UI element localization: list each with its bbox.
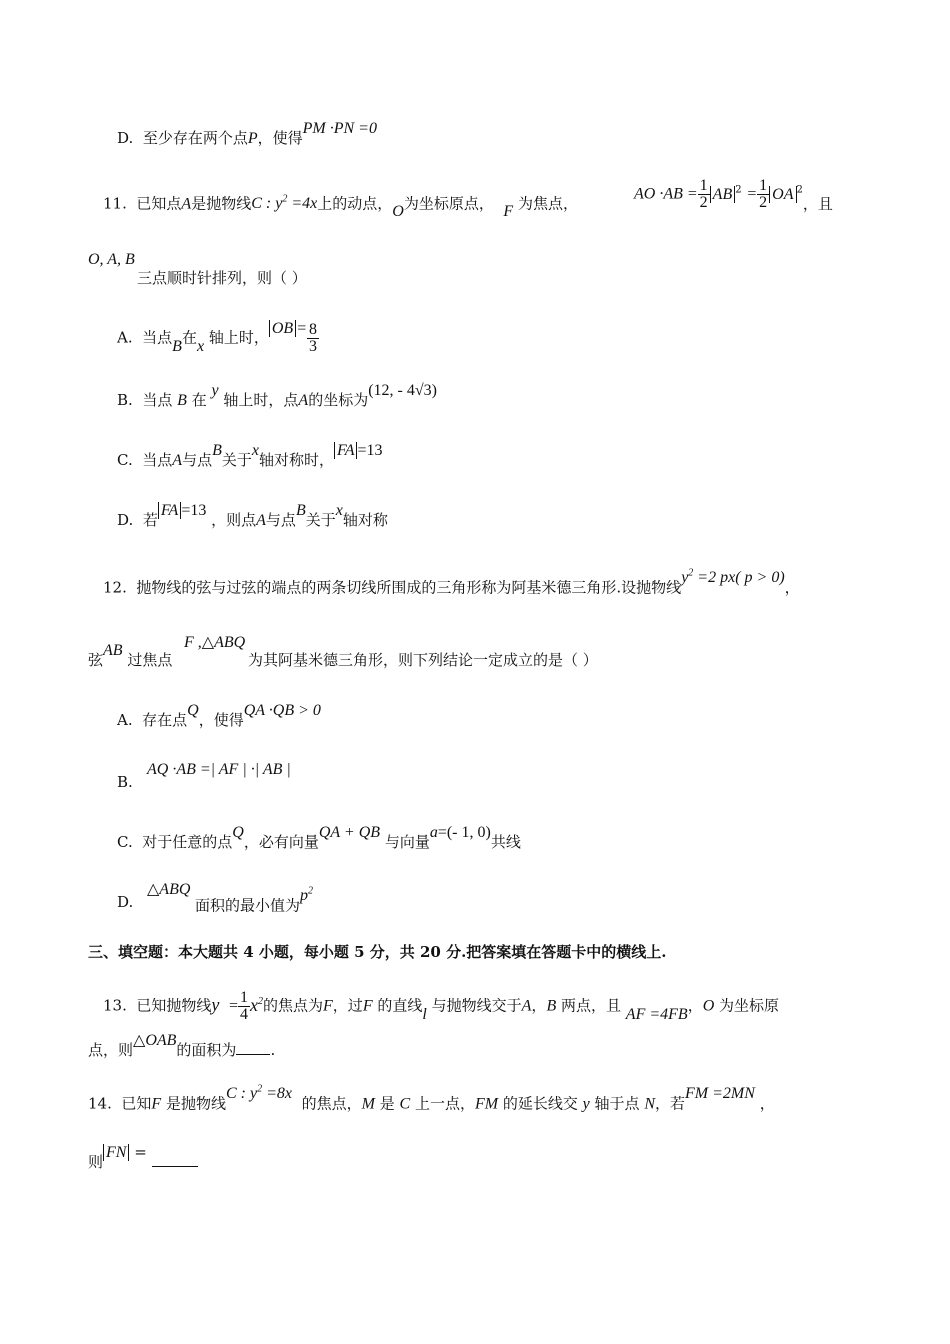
q12-option-d-text: 面积的最小值为$p^2$ [195,886,314,915]
q10-d-math: PM ·PN =0 [302,120,377,137]
q12-option-b: B. [117,773,133,791]
q12-option-d: D. [117,893,134,911]
q12-stem-2: 弦AB 过焦点 [88,642,173,669]
q12-stem: 12. 抛物线的弦与过弦的端点的两条切线所围成的三角形称为阿基米德三角形.设抛物线$y^2 =2$ px( p > 0)， [103,568,800,597]
q12-option-c: C. 对于任意的点Q，必有向量QA + QB 与向量a=(- 1, 0)共线 [117,824,521,851]
q10-option-d: D. 至少存在两个点P，使得PM ·PN =0 [117,120,377,147]
q12-fabq: F ,△ABQ [184,634,246,651]
q11-oab: O, A, B [88,251,135,268]
q12-option-d-tri: △ABQ [147,881,191,898]
q12-option-b-math: AQ ·AB =| AF | ·| AB | [147,761,291,778]
q11-option-a: A. 当点B在x 轴上时，OB = $\frac{8}{3}$ [117,319,317,355]
q14-stem-2: 则FN = [88,1152,198,1173]
q11-option-d: D. 若FA =13 ，则点A与点B关于x轴对称 [117,502,388,529]
q11-stem: 11. 已知点A是抛物线C : $y^2 =4x$上的动点，O为坐标原点， F 为焦点， [103,194,578,221]
q12-stem-3: 为其阿基米德三角形，则下列结论一定成立的是（ ） [248,651,598,669]
q11-option-c: C. 当点A与点B关于x轴对称时，FA =13 [117,442,383,469]
q14-answer-blank[interactable] [152,1152,198,1167]
section-3-title: 三、填空题：本大题共 4 小题，每小题 5 分，共 20 分.把答案填在答题卡中的横线上. [88,943,667,961]
q12-option-a: A. 存在点Q，使得QA ·QB > 0 [117,702,321,729]
q11-stem-end: 三点顺时针排列，则（ ） [137,269,307,287]
q11-condition: AO ·AB = $\frac{1}{2}$ AB $^2$ = $\frac{1}{2}$ OA $^2$，且 [634,177,833,213]
q11-option-b: B. 当点 B 在 y 轴上时，点A的坐标为(12, - 4√3) [117,382,437,409]
q11-curve: C : $y^2 =4x$ [251,194,318,213]
q13-stem: 13. 已知抛物线y = $\frac{1}{4}$ $x^2$的焦点为F，过F 的直线l 与抛物线交于A，B 两点，且 AF =4FB，O 为坐标原 [103,989,780,1023]
q14-stem: 14. 已知F 是抛物线C : $y^2 =8x$ 的焦点，M 是 C 上一点，FM 的延长线交 y 轴于点 N，若FM =2MN ， [88,1084,775,1113]
q13-answer-blank[interactable] [236,1040,270,1055]
q13-stem-2: 点，则△OAB的面积为 . [88,1032,276,1059]
